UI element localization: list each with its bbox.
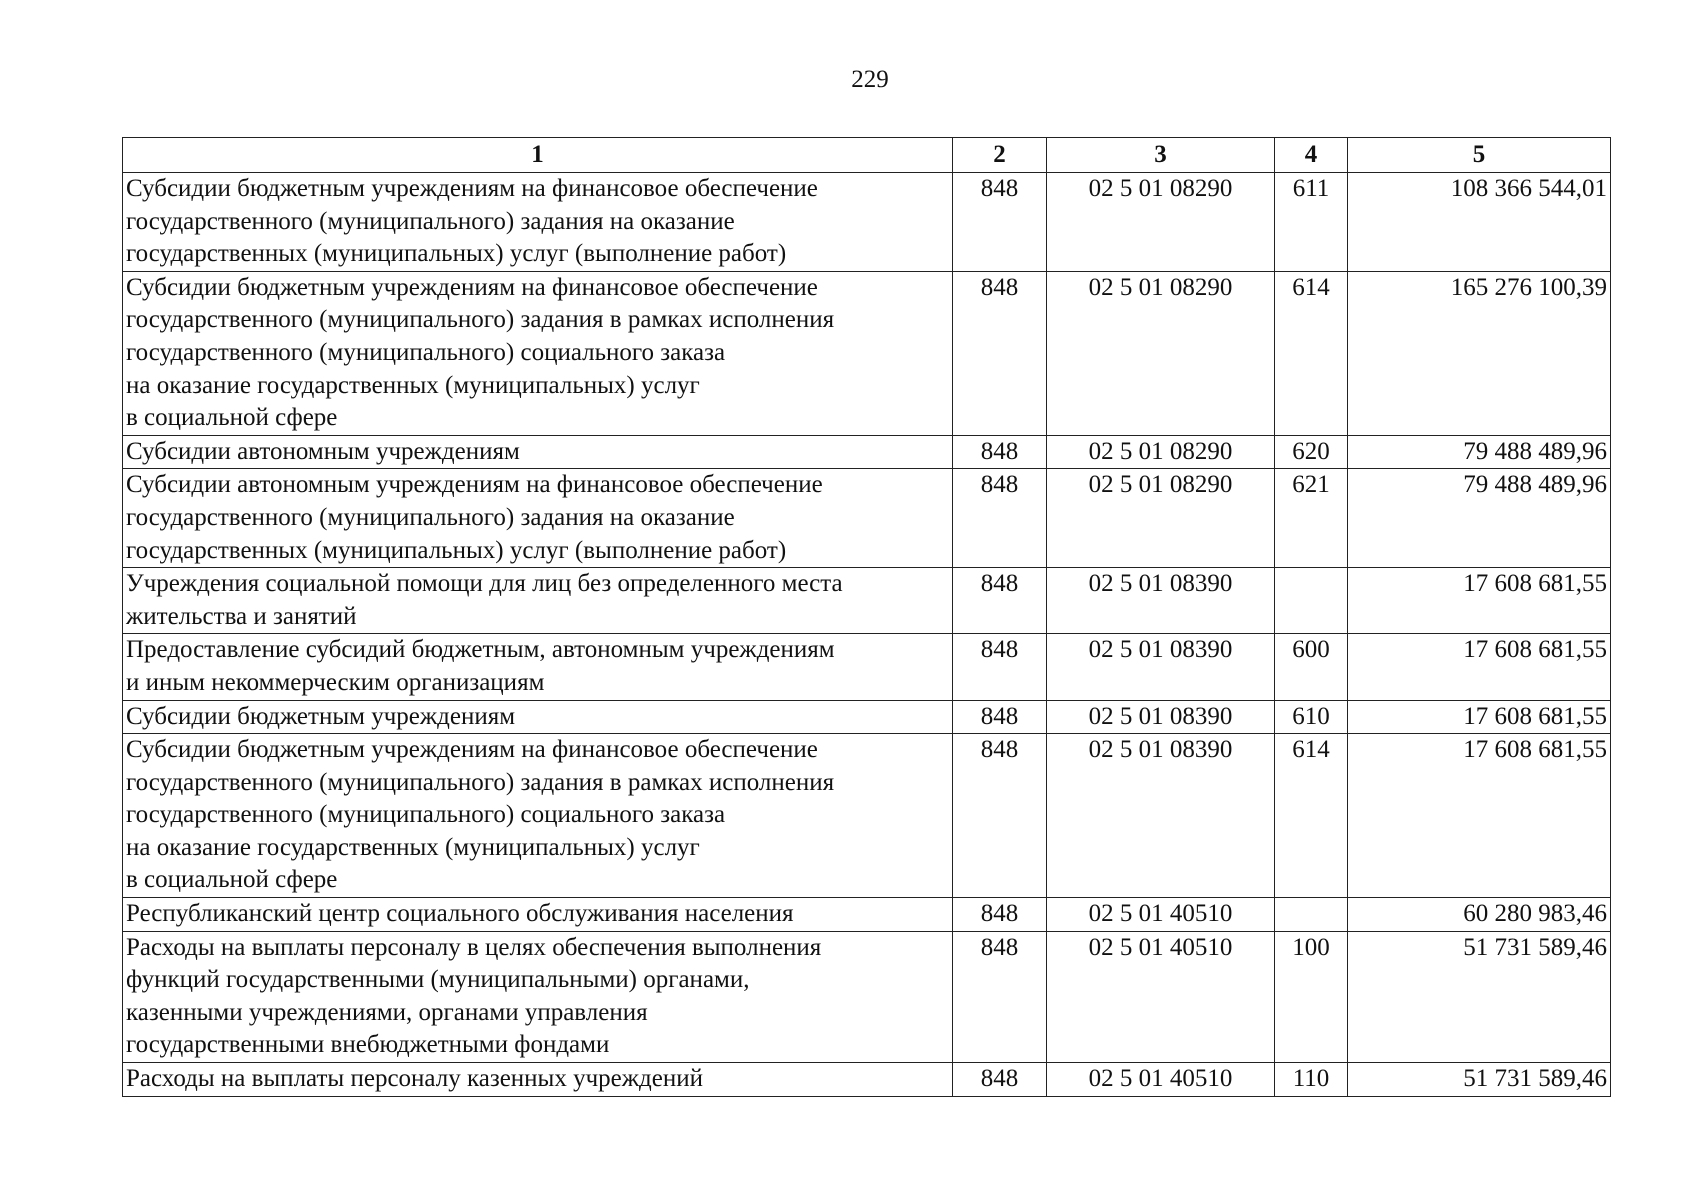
row-amount-cell: 17 608 681,55 [1348, 568, 1611, 634]
row-target-code-cell: 02 5 01 08390 [1047, 700, 1275, 734]
table-row [123, 469, 1611, 568]
row-expense-type-cell: 614 [1275, 271, 1348, 435]
table-header-row [123, 138, 1611, 173]
table-row [123, 700, 1611, 734]
row-name-cell: Субсидии бюджетным учреждениям [123, 700, 953, 734]
row-target-code-cell: 02 5 01 40510 [1047, 931, 1275, 1062]
table-row [123, 271, 1611, 435]
table-row [123, 898, 1611, 932]
row-target-code-cell: 02 5 01 08390 [1047, 734, 1275, 898]
row-amount-cell: 51 731 589,46 [1348, 1063, 1611, 1097]
row-code-cell: 848 [953, 931, 1047, 1062]
row-code-cell: 848 [953, 469, 1047, 568]
header-col-4: 4 [1275, 138, 1348, 173]
table-row [123, 931, 1611, 1062]
table-row [123, 734, 1611, 898]
row-code-cell: 848 [953, 173, 1047, 272]
row-name-cell: Республиканский центр социального обслуживания населения [123, 898, 953, 932]
row-target-code-cell: 02 5 01 08390 [1047, 634, 1275, 700]
row-target-code-cell: 02 5 01 08290 [1047, 271, 1275, 435]
header-col-2: 2 [953, 138, 1047, 173]
row-code-cell: 848 [953, 435, 1047, 469]
row-expense-type-cell: 614 [1275, 734, 1348, 898]
row-target-code-cell: 02 5 01 40510 [1047, 898, 1275, 932]
row-target-code-cell: 02 5 01 40510 [1047, 1063, 1275, 1097]
row-expense-type-cell: 110 [1275, 1063, 1348, 1097]
row-name-cell: Предоставление субсидий бюджетным, автономным учреждениям и иным некоммерческим организациям [123, 634, 953, 700]
table-row [123, 634, 1611, 700]
row-name-cell: Субсидии бюджетным учреждениям на финансовое обеспечение государственного (муниципального) задания на оказание государственных (муниципальных) услуг (выполнение работ) [123, 173, 953, 272]
row-expense-type-cell: 100 [1275, 931, 1348, 1062]
row-amount-cell: 60 280 983,46 [1348, 898, 1611, 932]
page-number: 229 [851, 66, 889, 93]
row-amount-cell: 51 731 589,46 [1348, 931, 1611, 1062]
row-name-cell: Расходы на выплаты персоналу казенных учреждений [123, 1063, 953, 1097]
row-code-cell: 848 [953, 734, 1047, 898]
row-target-code-cell: 02 5 01 08290 [1047, 173, 1275, 272]
row-target-code-cell: 02 5 01 08390 [1047, 568, 1275, 634]
row-expense-type-cell [1275, 568, 1348, 634]
row-name-cell: Субсидии бюджетным учреждениям на финансовое обеспечение государственного (муниципального) задания в рамках исполнения государственного (муниципального) социального заказа на оказание государственных (муниципальных) услуг в социальной сфере [123, 734, 953, 898]
header-col-1: 1 [123, 138, 953, 173]
row-expense-type-cell: 611 [1275, 173, 1348, 272]
row-name-cell: Субсидии автономным учреждениям на финансовое обеспечение государственного (муниципального) задания на оказание государственных (муниципальных) услуг (выполнение работ) [123, 469, 953, 568]
table-body [123, 173, 1611, 1097]
header-col-3: 3 [1047, 138, 1275, 173]
row-code-cell: 848 [953, 271, 1047, 435]
row-name-cell: Субсидии автономным учреждениям [123, 435, 953, 469]
row-code-cell: 848 [953, 898, 1047, 932]
table-row [123, 173, 1611, 272]
row-amount-cell: 79 488 489,96 [1348, 469, 1611, 568]
header-col-5: 5 [1348, 138, 1611, 173]
row-expense-type-cell: 620 [1275, 435, 1348, 469]
row-amount-cell: 79 488 489,96 [1348, 435, 1611, 469]
row-expense-type-cell: 600 [1275, 634, 1348, 700]
row-amount-cell: 108 366 544,01 [1348, 173, 1611, 272]
row-target-code-cell: 02 5 01 08290 [1047, 469, 1275, 568]
table-row [123, 435, 1611, 469]
budget-table [122, 137, 1611, 1097]
row-code-cell: 848 [953, 568, 1047, 634]
row-amount-cell: 17 608 681,55 [1348, 700, 1611, 734]
row-code-cell: 848 [953, 700, 1047, 734]
row-code-cell: 848 [953, 634, 1047, 700]
row-code-cell: 848 [953, 1063, 1047, 1097]
table-row [123, 568, 1611, 634]
table-row [123, 1063, 1611, 1097]
row-expense-type-cell: 610 [1275, 700, 1348, 734]
row-name-cell: Учреждения социальной помощи для лиц без определенного места жительства и занятий [123, 568, 953, 634]
row-amount-cell: 165 276 100,39 [1348, 271, 1611, 435]
row-name-cell: Расходы на выплаты персоналу в целях обеспечения выполнения функций государственными (муниципальными) органами, казенными учреждениями, органами управления государственными внебюджетными фондами [123, 931, 953, 1062]
row-amount-cell: 17 608 681,55 [1348, 634, 1611, 700]
row-expense-type-cell: 621 [1275, 469, 1348, 568]
row-target-code-cell: 02 5 01 08290 [1047, 435, 1275, 469]
row-amount-cell: 17 608 681,55 [1348, 734, 1611, 898]
row-name-cell: Субсидии бюджетным учреждениям на финансовое обеспечение государственного (муниципального) задания в рамках исполнения государственного (муниципального) социального заказа на оказание государственных (муниципальных) услуг в социальной сфере [123, 271, 953, 435]
row-expense-type-cell [1275, 898, 1348, 932]
